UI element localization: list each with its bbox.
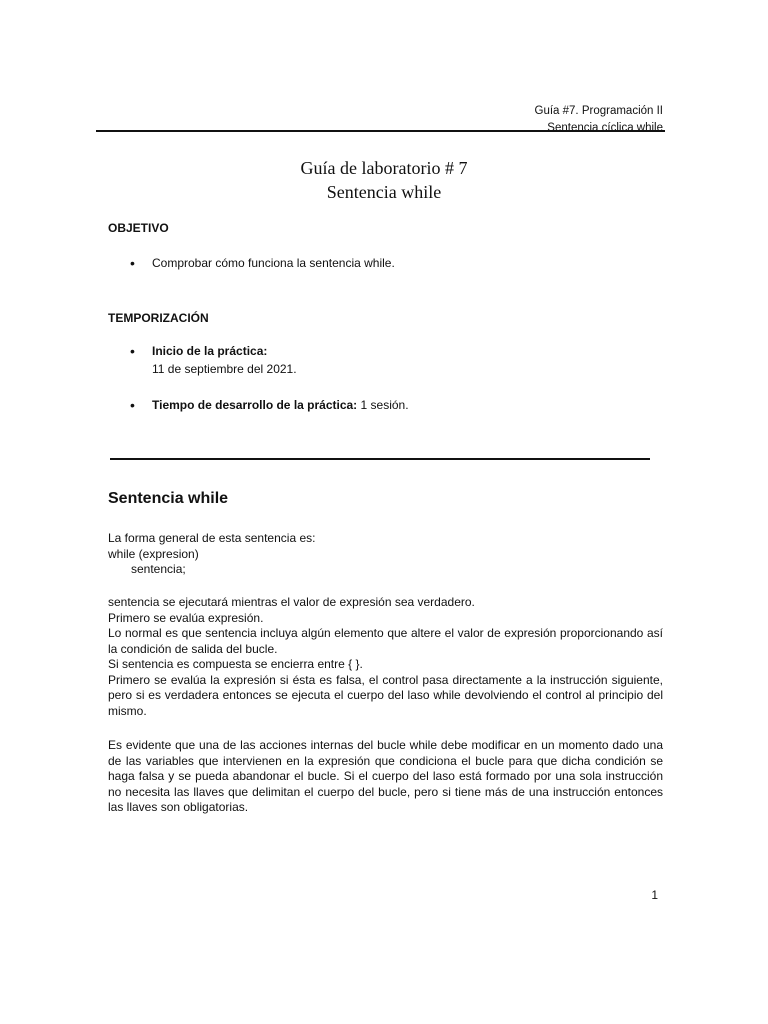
code-line-sentencia: sentencia; (131, 562, 186, 576)
section-divider (110, 458, 650, 460)
objetivo-item (130, 254, 395, 273)
inicio-item-body (152, 342, 297, 378)
page-number: 1 (651, 888, 658, 902)
inicio-item (130, 342, 297, 378)
inicio-label: Inicio de la práctica: (152, 344, 268, 358)
objetivo-item-text: Comprobar cómo funciona la sentencia while. (152, 256, 395, 270)
tiempo-item-body (152, 396, 409, 414)
title-line-2: Sentencia while (326, 182, 442, 202)
paragraph-3: Lo normal es que sentencia incluya algún elemento que altere el valor de expresión proporcionando así la condición de salida del bucle. (108, 626, 663, 656)
paragraph-5: Primero se evalúa la expresión si ésta es falsa, el control pasa directamente a la instrucción siguiente, pero si es verdadera entonces se ejecuta el cuerpo del laso while devolviendo el control al principio del mismo. (108, 672, 663, 718)
section-title: Sentencia while (108, 490, 229, 507)
general-form-block (108, 531, 663, 578)
paragraph-2: Primero se evalúa expresión. (108, 610, 264, 625)
bullet-icon: • (130, 343, 135, 359)
paragraph-1: sentencia se ejecutará mientras el valor de expresión sea verdadero. (108, 595, 475, 609)
closing-paragraph: Es evidente que una de las acciones internas del bucle while debe modificar en un momento dado una de las variables que intervienen en la expresión que condiciona el bucle para que dicha condición se haga falsa y se pueda abandonar el bucle. Si el cuerpo del laso está formado por una sola instrucción no necesita las llaves que delimitan el cuerpo del bucle, pero si tiene más de una instrucción entonces las llaves son obligatorias. (108, 738, 663, 814)
title-line-1: Guía de laboratorio # 7 (300, 158, 468, 178)
tiempo-value: 1 sesión. (357, 398, 409, 412)
tiempo-label: Tiempo de desarrollo de la práctica: (152, 398, 358, 412)
inicio-value: 11 de septiembre del 2021. (152, 362, 297, 376)
tiempo-item (130, 396, 409, 415)
bullet-icon: • (130, 397, 135, 413)
document-title (0, 156, 768, 204)
explanation-block (108, 595, 663, 719)
bullet-icon: • (130, 255, 135, 271)
header-topic-label: Sentencia cíclica while (547, 122, 663, 134)
header-divider (96, 130, 665, 132)
code-line-while: while (expresion) (108, 546, 199, 561)
temporizacion-heading: TEMPORIZACIÓN (108, 311, 209, 325)
objetivo-heading: OBJETIVO (108, 221, 169, 235)
general-form-intro: La forma general de esta sentencia es: (108, 531, 316, 545)
header-guide-label: Guía #7. Programación II (534, 105, 663, 117)
paragraph-4: Si sentencia es compuesta se encierra entre { }. (108, 657, 363, 671)
